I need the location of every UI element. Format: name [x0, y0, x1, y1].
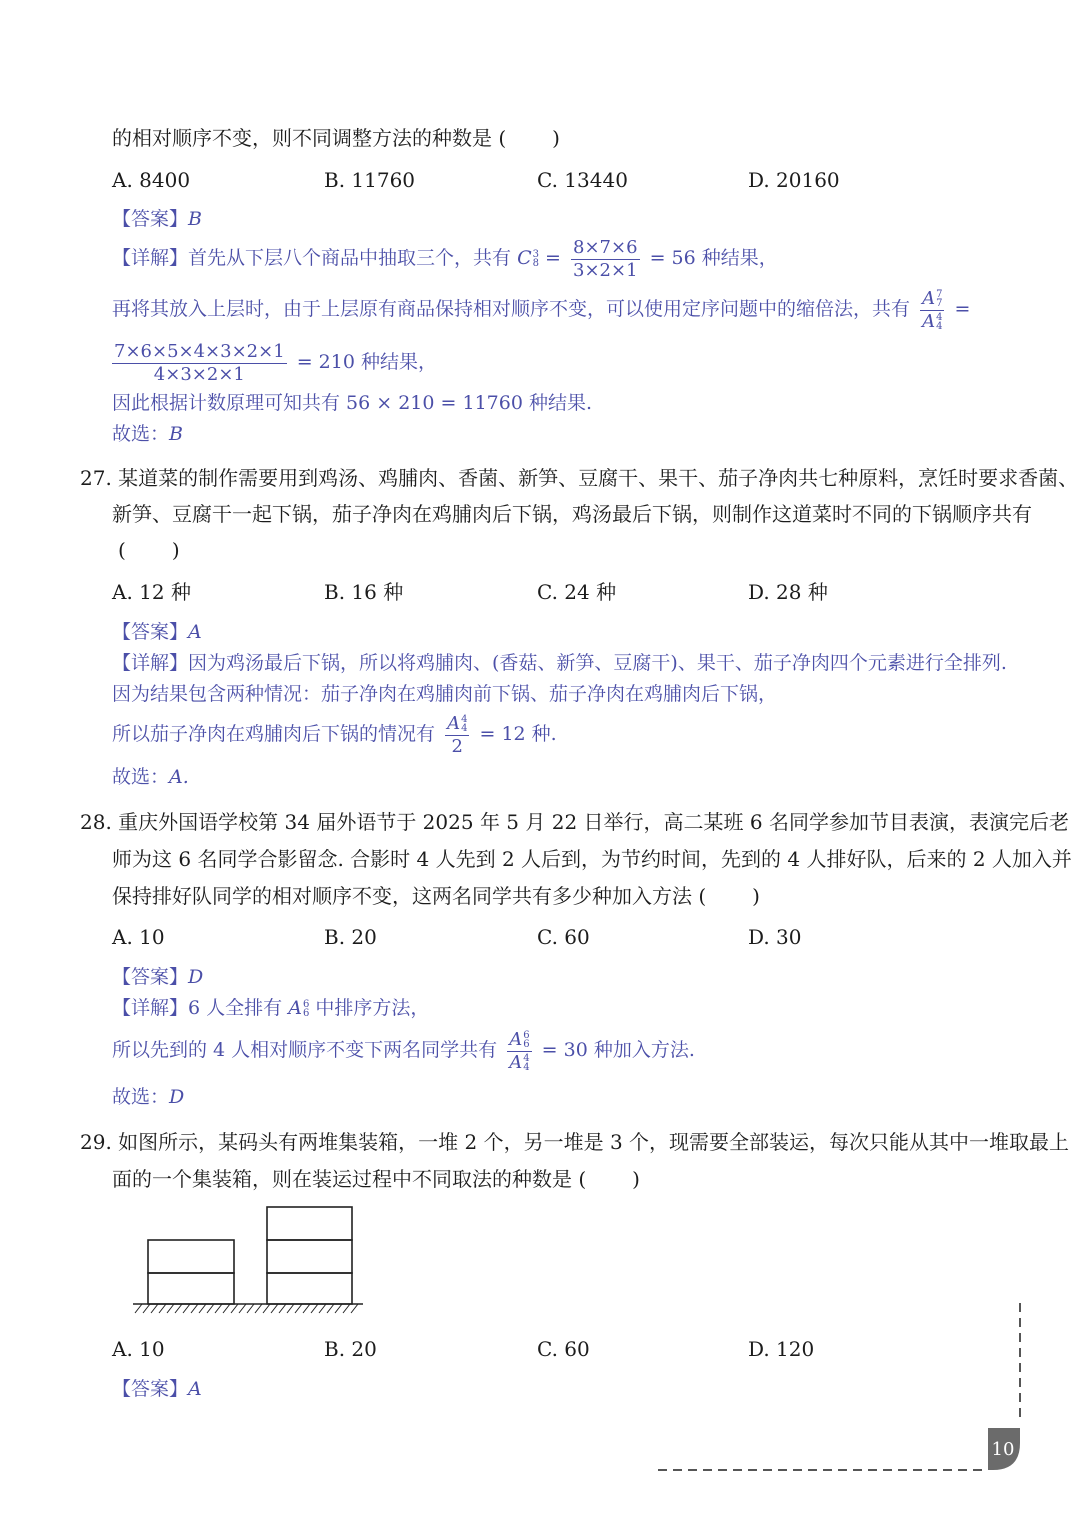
sub: 8: [532, 258, 539, 269]
q26-close-paren: ): [552, 126, 560, 150]
sup: 6: [302, 999, 310, 1010]
q26-option-b: B. 11760: [324, 168, 416, 192]
fraction: [445, 713, 469, 758]
denominator: 4×3×2×1: [153, 363, 245, 385]
answer-value: A: [188, 621, 202, 643]
fraction: [920, 288, 944, 333]
detail-text: = 56 种结果，: [649, 247, 778, 269]
q29-stem-line2: [112, 1165, 640, 1193]
choice-value: A.: [169, 766, 189, 788]
q27-option-d: D. 28 种: [748, 580, 828, 604]
container-box: [267, 1273, 352, 1304]
detail-label: 【详解】: [112, 997, 189, 1019]
perm-symbol: A: [509, 1051, 523, 1073]
q28-choice: [112, 1083, 184, 1111]
perm-symbol: A: [922, 287, 936, 309]
stem-text: 保持排好队同学的相对顺序不变，这两名同学共有多少种加入方法 (: [112, 884, 707, 908]
perm-symbol: A: [509, 1028, 523, 1050]
detail-label: 【详解】: [112, 652, 189, 674]
sub: 6: [302, 1008, 310, 1019]
container-stacks-figure: [130, 1200, 370, 1320]
q26-stem-text: 的相对顺序不变，则不同调整方法的种数是 (: [112, 126, 507, 150]
q27-detail-line3: [112, 712, 557, 758]
q28-answer: [112, 963, 203, 991]
q26-option-c: C. 13440: [537, 168, 628, 192]
answer-label: 【答案】: [112, 1378, 189, 1400]
container-box: [267, 1207, 352, 1240]
answer-value: A: [188, 1378, 202, 1400]
q27-option-a: A. 12 种: [112, 580, 191, 604]
close-paren: ): [632, 1167, 640, 1191]
q28-option-a: A. 10: [112, 925, 165, 949]
answer-label: 【答案】: [112, 208, 189, 230]
q27-detail-line1: [112, 649, 1007, 677]
detail-text: 中排序方法，: [315, 997, 430, 1019]
q27-detail-line2: 因为结果包含两种情况：茄子净肉在鸡脯肉前下锅、茄子净肉在鸡脯肉后下锅，: [112, 683, 778, 705]
detail-text: 首先从下层八个商品中抽取三个，共有: [188, 247, 512, 269]
answer-label: 【答案】: [112, 621, 189, 643]
q27-choice: [112, 763, 189, 791]
answer-value: D: [188, 966, 204, 988]
denominator: 2: [451, 735, 463, 757]
fraction: [571, 237, 640, 282]
q26-answer: [112, 205, 202, 233]
choice-value: D: [169, 1086, 185, 1108]
fraction: [112, 341, 287, 386]
q27-stem-line2: 新笋、豆腐干一起下锅，茄子净肉在鸡脯肉后下锅，鸡汤最后下锅，则制作这道菜时不同的下锅顺序共有: [112, 502, 1032, 526]
q29-option-c: C. 60: [537, 1337, 590, 1361]
choice-label: 故选：: [112, 1086, 170, 1108]
q28-stem-line3: [112, 882, 760, 910]
choice-value: B: [169, 423, 183, 445]
q28-option-d: D. 30: [748, 925, 802, 949]
sub: 6: [523, 1038, 530, 1050]
sub: 4: [461, 722, 468, 734]
sub: 4: [936, 320, 943, 332]
detail-text: 再将其放入上层时，由于上层原有商品保持相对顺序不变，可以使用定序问题中的缩倍法，共有: [112, 298, 911, 320]
equals: =: [954, 298, 971, 320]
equals: =: [545, 247, 561, 269]
sup: 3: [532, 249, 539, 260]
q29-stem-line1: 29. 如图所示，某码头有两堆集装箱，一堆 2 个，另一堆是 3 个，现需要全部装运，每次只能从其中一堆取最上: [80, 1130, 1070, 1154]
q28-option-b: B. 20: [324, 925, 377, 949]
container-box: [148, 1273, 234, 1304]
choice-label: 故选：: [112, 766, 170, 788]
q27-answer: [112, 618, 202, 646]
sub: 7: [936, 297, 943, 309]
q29-option-d: D. 120: [748, 1337, 815, 1361]
perm-symbol: A: [288, 997, 302, 1019]
detail-text: 6 人全排有: [188, 997, 283, 1019]
detail-label: 【详解】: [112, 247, 189, 269]
numerator: 8×7×6: [573, 236, 638, 258]
answer-value: B: [188, 208, 202, 230]
detail-text: 因为鸡汤最后下锅，所以将鸡脯肉、(香菇、新笋、豆腐干)、果干、茄子净肉四个元素进行全排列.: [188, 652, 1007, 674]
q29-option-b: B. 20: [324, 1337, 377, 1361]
perm-symbol: A: [922, 310, 936, 332]
q26-option-d: D. 20160: [748, 168, 840, 192]
container-box: [148, 1240, 234, 1273]
answer-label: 【答案】: [112, 966, 189, 988]
open-paren: (: [118, 538, 126, 562]
q26-detail-line1: [112, 236, 778, 282]
sup: 7: [936, 288, 943, 300]
numerator: 7×6×5×4×3×2×1: [114, 340, 285, 362]
q28-detail-line1: [112, 994, 429, 1022]
q26-option-a: A. 8400: [112, 168, 191, 192]
sup: 6: [523, 1029, 530, 1041]
close-paren: ): [171, 538, 180, 562]
sup: 4: [936, 311, 943, 323]
q28-detail-line2: [112, 1028, 695, 1074]
page-number: 10: [991, 1439, 1015, 1460]
q26-detail-line4: 因此根据计数原理可知共有 56 × 210 = 11760 种结果.: [112, 392, 593, 414]
detail-text: 所以先到的 4 人相对顺序不变下两名同学共有: [112, 1039, 498, 1061]
fraction: [507, 1029, 531, 1074]
sub: 4: [523, 1061, 530, 1073]
q26-stem-tail: [112, 124, 560, 152]
stem-text: 面的一个集装箱，则在装运过程中不同取法的种数是 (: [112, 1167, 587, 1191]
detail-text: = 210 种结果，: [296, 351, 437, 373]
close-paren: ): [752, 884, 760, 908]
q28-option-c: C. 60: [537, 925, 590, 949]
page-corner-decoration: [650, 1295, 1030, 1480]
detail-text: 所以茄子净肉在鸡脯肉后下锅的情况有: [112, 723, 436, 745]
detail-text: = 30 种加入方法.: [541, 1039, 695, 1061]
sup: 4: [461, 713, 468, 725]
ground-hatching: [135, 1304, 358, 1313]
q28-stem-line2: 师为这 6 名同学合影留念. 合影时 4 人先到 2 人后到，为节约时间，先到的 4 人排好队，后来的 2 人加入并: [112, 847, 1072, 871]
denominator: 3×2×1: [573, 259, 638, 281]
q26-detail-line2: [112, 287, 970, 333]
q29-answer: [112, 1375, 202, 1403]
perm-symbol: A: [447, 712, 461, 734]
sup: 4: [523, 1052, 530, 1064]
q27-stem-line1: 27. 某道菜的制作需要用到鸡汤、鸡脯肉、香菌、新笋、豆腐干、果干、茄子净肉共七种原料，烹饪时要求香菌、: [80, 466, 1079, 490]
q26-choice: [112, 420, 183, 448]
detail-text: = 12 种.: [479, 723, 557, 745]
q26-detail-line3: [112, 340, 437, 386]
q29-option-a: A. 10: [112, 1337, 165, 1361]
q28-stem-line1: 28. 重庆外国语学校第 34 届外语节于 2025 年 5 月 22 日举行，高二某班 6 名同学参加节目表演，表演完后老: [80, 810, 1069, 834]
combination-symbol: C: [517, 247, 532, 269]
q27-option-c: C. 24 种: [537, 580, 617, 604]
container-box: [267, 1240, 352, 1273]
q27-option-b: B. 16 种: [324, 580, 404, 604]
choice-label: 故选：: [112, 423, 170, 445]
q27-stem-line3: [118, 536, 180, 564]
